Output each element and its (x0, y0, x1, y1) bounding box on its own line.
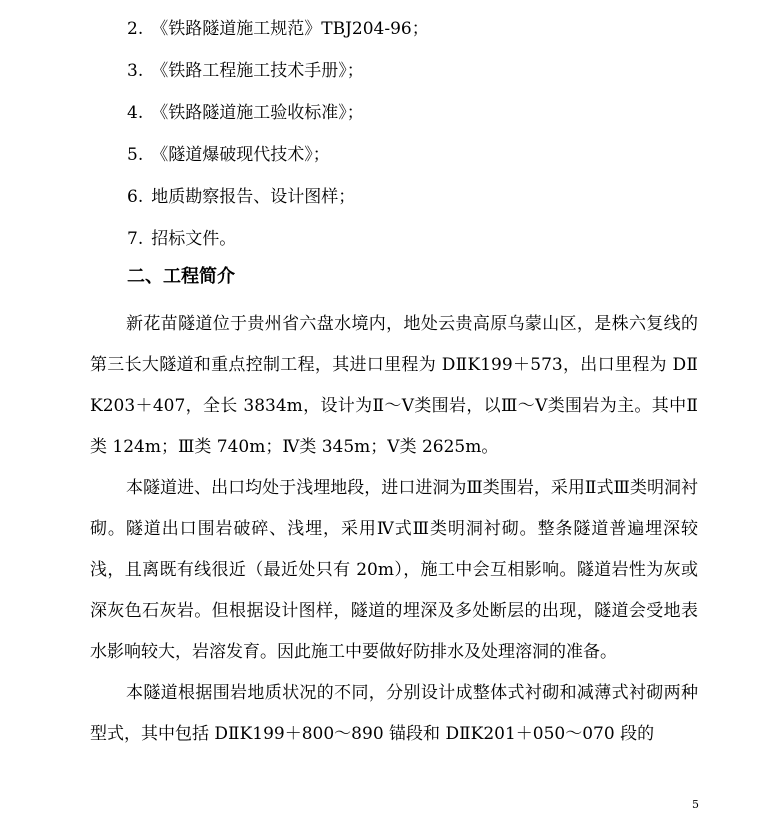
reference-number: 5. (127, 145, 144, 165)
reference-item (127, 182, 429, 224)
paragraph-portal-conditions: 本隧道进、出口均处于浅埋地段，进口进洞为Ⅲ类围岩，采用Ⅱ式Ⅲ类明洞衬砌。隧道出口围岩破碎、浅埋，采用Ⅳ式Ⅲ类明洞衬砌。整条隧道普遍埋深较浅，且离既有线很近（最近处只有 20m），施工中会互相影响。隧道岩性为灰或深灰色石灰岩。但根据设计图样，隧道的埋深及多处断层的出现，隧道会受地表水影响较大，岩溶发育。因此施工中要做好防排水及处理溶洞的准备。 (90, 478, 698, 662)
section-heading: 二、工程简介 (127, 266, 235, 287)
reference-item (127, 14, 429, 56)
page-number: 5 (692, 798, 699, 811)
paragraph-lining-design: 本隧道根据围岩地质状况的不同，分别设计成整体式衬砌和减薄式衬砌两种型式，其中包括 DⅡK199＋800～890 锚段和 DⅡK201＋050～070 段的 (90, 683, 698, 744)
reference-number: 3. (127, 61, 144, 81)
reference-text: 《铁路隧道施工规范》TBJ204-96； (151, 19, 429, 39)
reference-text: 《铁路隧道施工验收标准》； (151, 103, 364, 123)
reference-number: 2. (127, 19, 144, 39)
reference-number: 7. (127, 229, 144, 249)
reference-text: 招标文件。 (151, 229, 237, 249)
reference-item (127, 98, 429, 140)
reference-number: 4. (127, 103, 144, 123)
reference-number: 6. (127, 187, 144, 207)
reference-text: 《隧道爆破现代技术》； (151, 145, 330, 165)
body-text (90, 304, 698, 755)
reference-item (127, 140, 429, 182)
paragraph-project-overview: 新花苗隧道位于贵州省六盘水境内，地处云贵高原乌蒙山区，是株六复线的第三长大隧道和重点控制工程，其进口里程为 DⅡK199＋573，出口里程为 DⅡK203＋407，全长 3834m，设计为Ⅱ～Ⅴ类围岩，以Ⅲ～Ⅴ类围岩为主。其中Ⅱ类 124m；Ⅲ类 740m；Ⅳ类 345m；Ⅴ类 2625m。 (90, 314, 698, 457)
reference-item (127, 56, 429, 98)
reference-item (127, 224, 429, 266)
reference-text: 《铁路工程施工技术手册》； (151, 61, 364, 81)
reference-list (127, 14, 429, 266)
reference-text: 地质勘察报告、设计图样； (151, 187, 356, 207)
